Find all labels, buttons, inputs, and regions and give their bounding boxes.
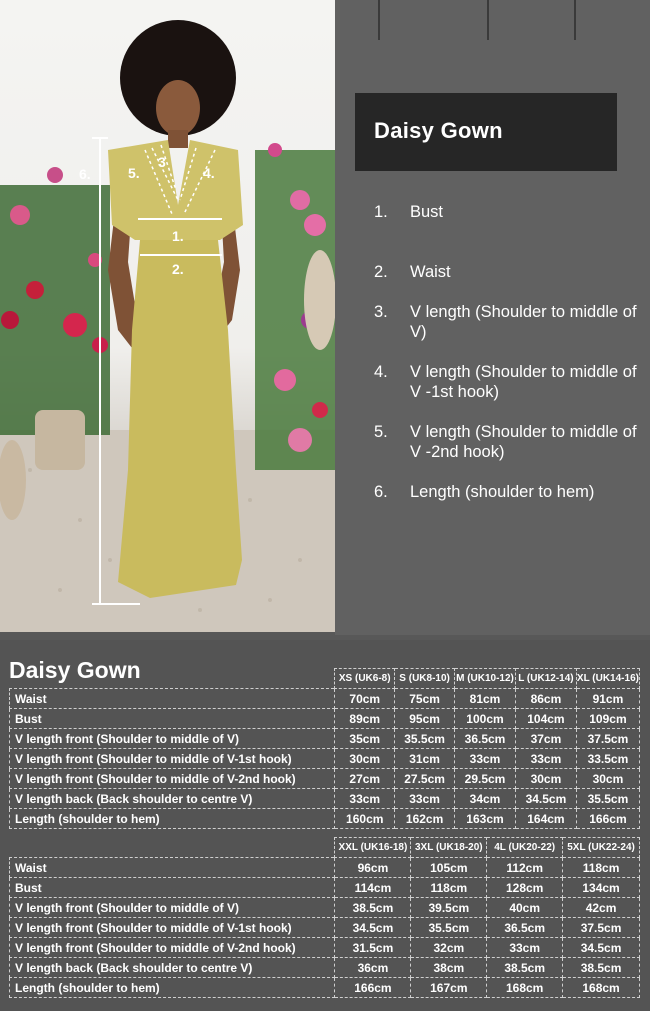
page-title: Daisy Gown: [374, 118, 503, 143]
size-header: XS (UK6-8): [335, 669, 395, 689]
table-row: Waist 70cm 75cm 81cm 86cm 91cm: [10, 689, 640, 709]
model-photo: [0, 0, 335, 632]
table-row: V length front (Shoulder to middle of V-1st hook) 30cm 31cm 33cm 33cm 33.5cm: [10, 749, 640, 769]
size-header-row: [10, 669, 640, 689]
marker-3: 3: [158, 154, 166, 170]
hanger-line: [487, 0, 489, 40]
hanger-line: [378, 0, 380, 40]
hanger-line: [574, 0, 576, 40]
size-header: 4L (UK20-22): [487, 838, 563, 858]
table-row: V length front (Shoulder to middle of V) 35cm 35.5cm 36.5cm 37cm 37.5cm: [10, 729, 640, 749]
table-row: V length front (Shoulder to middle of V-2nd hook) 31.5cm 32cm 33cm 34.5cm: [10, 938, 640, 958]
table-row: V length front (Shoulder to middle of V-2nd hook) 27cm 27.5cm 29.5cm 30cm 30cm: [10, 769, 640, 789]
marker-5: 5.: [128, 165, 140, 181]
size-header: XXL (UK16-18): [335, 838, 411, 858]
size-chart-title: Daisy Gown: [9, 657, 141, 683]
size-table-2: [9, 837, 640, 998]
table-row: Bust 114cm 118cm 128cm 134cm: [10, 878, 640, 898]
marker-2: 2.: [172, 261, 184, 277]
marker-1: 1.: [172, 228, 184, 244]
table-row: V length back (Back shoulder to centre V) 33cm 33cm 34cm 34.5cm 35.5cm: [10, 789, 640, 809]
table-row: Length (shoulder to hem) 166cm 167cm 168cm 168cm: [10, 978, 640, 998]
size-header: 5XL (UK22-24): [563, 838, 640, 858]
table-row: V length front (Shoulder to middle of V) 38.5cm 39.5cm 40cm 42cm: [10, 898, 640, 918]
size-table-1: [9, 668, 640, 829]
table-row: V length back (Back shoulder to centre V) 36cm 38cm 38.5cm 38.5cm: [10, 958, 640, 978]
gown-illustration: [0, 0, 335, 632]
size-header: XL (UK14-16): [576, 669, 639, 689]
table-row: V length front (Shoulder to middle of V-1st hook) 34.5cm 35.5cm 36.5cm 37.5cm: [10, 918, 640, 938]
table-row: Waist 96cm 105cm 112cm 118cm: [10, 858, 640, 878]
marker-4: 4.: [203, 165, 215, 181]
size-header: S (UK8-10): [395, 669, 455, 689]
size-header: M (UK10-12): [455, 669, 516, 689]
marker-6: 6.: [79, 166, 91, 182]
size-header-row: [10, 838, 640, 858]
table-row: Bust 89cm 95cm 100cm 104cm 109cm: [10, 709, 640, 729]
table-row: Length (shoulder to hem) 160cm 162cm 163cm 164cm 166cm: [10, 809, 640, 829]
product-guide: 6. 5. 3 4. 1. 2. Daisy Gown 1. Bust 2. Waist 3. V length (Shoulder to middle of V) 4. V length (Shoulder to middle of V -1st hook) 5. V length (Shoulder to middle of V -2nd hook) 6. Length (shoulder to hem): [0, 0, 650, 635]
size-header: 3XL (UK18-20): [411, 838, 487, 858]
size-header: L (UK12-14): [515, 669, 576, 689]
